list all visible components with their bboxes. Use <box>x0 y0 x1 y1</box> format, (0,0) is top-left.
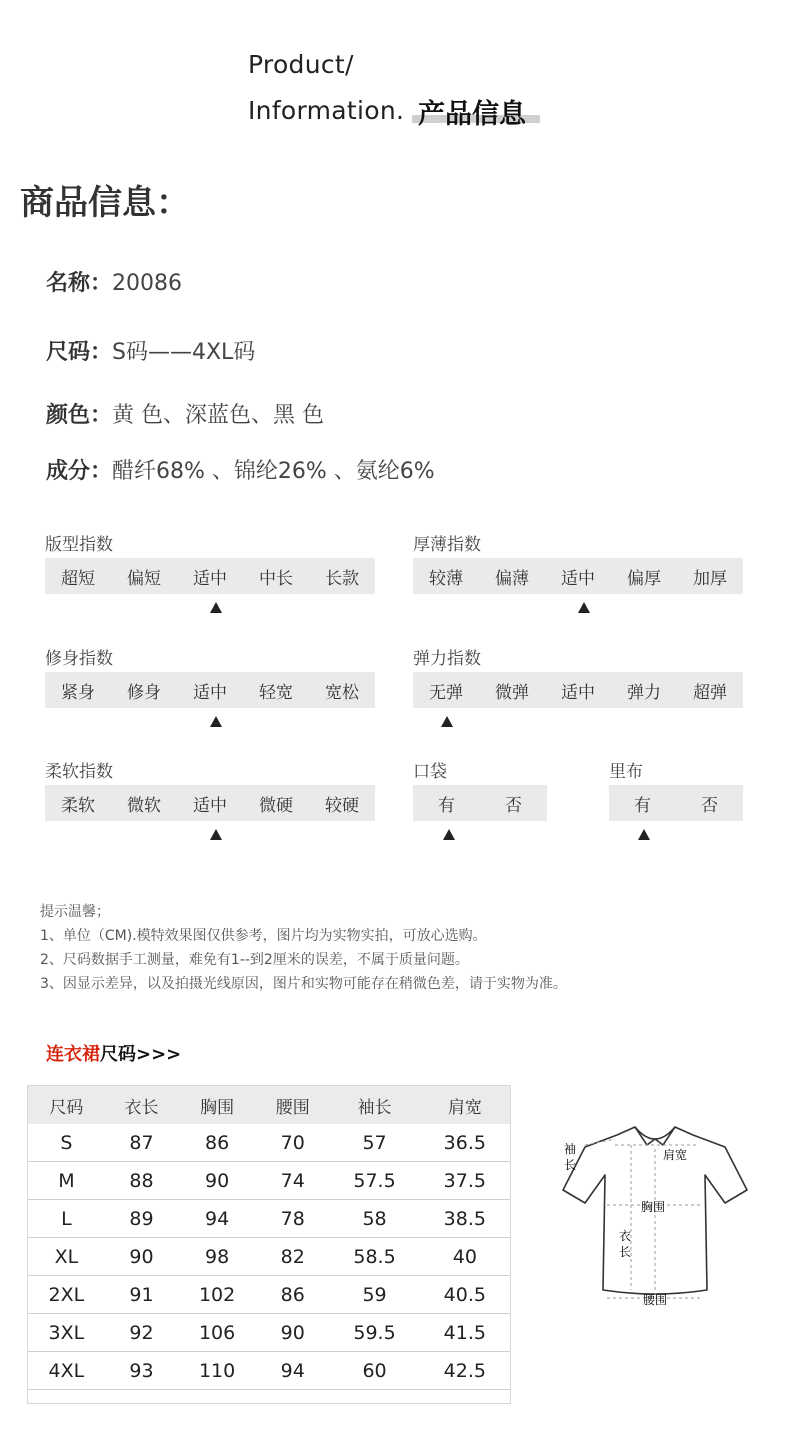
table-cell: 57.5 <box>329 1162 419 1200</box>
size-table-header: 尺码 <box>28 1086 105 1124</box>
table-cell: 2XL <box>28 1276 105 1314</box>
elastic-selected-marker-icon <box>441 716 453 727</box>
lining-label: 里布 <box>609 762 643 782</box>
table-cell: 89 <box>105 1200 178 1238</box>
fit-index-bar <box>45 558 375 594</box>
soft-option: 适中 <box>193 795 227 816</box>
size-chart-title-red: 连衣裙 <box>46 1044 100 1065</box>
table-cell: 91 <box>105 1276 178 1314</box>
tips-line: 1、单位（CM).模特效果图仅供参考，图片均为实物实拍，可放心选购。 <box>40 928 487 944</box>
table-cell: 59 <box>329 1276 419 1314</box>
table-row <box>28 1200 510 1238</box>
thickness-option: 适中 <box>561 568 595 589</box>
slim-index-bar <box>45 672 375 708</box>
table-cell: 94 <box>178 1200 256 1238</box>
info-value: 黄 色、深蓝色、黑 色 <box>112 403 325 428</box>
slim-option: 轻宽 <box>259 682 293 703</box>
table-cell: 40.5 <box>420 1276 510 1314</box>
info-color-row <box>46 398 324 429</box>
elastic-option: 超弹 <box>693 682 727 703</box>
waist-label: 腰围 <box>643 1293 668 1307</box>
table-row <box>28 1352 510 1390</box>
slim-option: 紧身 <box>61 682 95 703</box>
table-cell: 93 <box>105 1352 178 1390</box>
thickness-index-bar <box>413 558 743 594</box>
length-label-bottom: 长 <box>619 1245 632 1259</box>
table-cell: 86 <box>178 1124 256 1162</box>
sleeve-label-bottom: 长 <box>564 1158 577 1172</box>
slim-option: 适中 <box>193 682 227 703</box>
table-cell: 86 <box>256 1276 329 1314</box>
info-value: 醋纤68% 、锦纶26% 、氨纶6% <box>112 459 435 484</box>
info-material-row <box>46 454 435 485</box>
lining-bar <box>609 785 743 821</box>
slim-selected-marker-icon <box>210 716 222 727</box>
table-cell: 90 <box>105 1238 178 1276</box>
table-cell: 110 <box>178 1352 256 1390</box>
soft-index-bar <box>45 785 375 821</box>
table-cell: 4XL <box>28 1352 105 1390</box>
pocket-bar <box>413 785 547 821</box>
pocket-option: 有 <box>438 795 455 816</box>
table-row <box>28 1314 510 1352</box>
info-name-row <box>46 266 182 297</box>
elastic-option: 微弹 <box>495 682 529 703</box>
fit-option: 偏短 <box>127 568 161 589</box>
lining-selected-marker-icon <box>638 829 650 840</box>
table-cell: 59.5 <box>329 1314 419 1352</box>
tips-block <box>40 900 567 996</box>
table-cell: 42.5 <box>420 1352 510 1390</box>
soft-index-label: 柔软指数 <box>45 762 113 782</box>
table-cell: 58 <box>329 1200 419 1238</box>
fit-option: 长款 <box>325 568 359 589</box>
fit-selected-marker-icon <box>210 602 222 613</box>
table-cell: 36.5 <box>420 1124 510 1162</box>
header-cn-title: 产品信息 <box>418 99 526 130</box>
fit-index-label: 版型指数 <box>45 535 113 555</box>
table-cell: 37.5 <box>420 1162 510 1200</box>
table-cell: 88 <box>105 1162 178 1200</box>
shirt-collar-icon <box>635 1127 675 1145</box>
tips-title: 提示温馨； <box>40 904 110 920</box>
info-size-row <box>46 335 255 366</box>
shirt-measurement-diagram <box>555 1115 755 1315</box>
slim-index-label: 修身指数 <box>45 649 113 669</box>
table-row <box>28 1162 510 1200</box>
chest-label: 胸围 <box>641 1200 666 1214</box>
info-value: 20086 <box>112 271 183 296</box>
table-row <box>28 1238 510 1276</box>
thickness-option: 偏厚 <box>627 568 661 589</box>
size-table-header-row <box>28 1086 510 1124</box>
shoulder-label: 肩宽 <box>663 1148 688 1162</box>
info-key: 名称： <box>46 271 113 296</box>
elastic-index-bar <box>413 672 743 708</box>
soft-selected-marker-icon <box>210 829 222 840</box>
table-cell: M <box>28 1162 105 1200</box>
size-table-header: 袖长 <box>329 1086 419 1124</box>
table-cell: 57 <box>329 1124 419 1162</box>
info-key: 成分： <box>46 459 113 484</box>
soft-option: 微软 <box>127 795 161 816</box>
table-cell: 82 <box>256 1238 329 1276</box>
table-cell: L <box>28 1200 105 1238</box>
tips-line: 3、因显示差异，以及拍摄光线原因，图片和实物可能存在稍微色差，请于实物为准。 <box>40 976 567 992</box>
thickness-option: 较薄 <box>429 568 463 589</box>
pocket-selected-marker-icon <box>443 829 455 840</box>
slim-option: 宽松 <box>325 682 359 703</box>
elastic-option: 无弹 <box>429 682 463 703</box>
table-cell: 40 <box>420 1238 510 1276</box>
lining-option: 否 <box>701 795 718 816</box>
table-cell: 87 <box>105 1124 178 1162</box>
size-table-container <box>27 1085 511 1404</box>
table-cell: 70 <box>256 1124 329 1162</box>
header-line1: Product/ <box>248 50 354 79</box>
tips-line: 2、尺码数据手工测量，难免有1--到2厘米的误差，不属于质量问题。 <box>40 952 469 968</box>
soft-option: 微硬 <box>259 795 293 816</box>
info-key: 颜色： <box>46 403 113 428</box>
slim-option: 修身 <box>127 682 161 703</box>
pocket-label: 口袋 <box>413 762 447 782</box>
thickness-option: 偏薄 <box>495 568 529 589</box>
fit-option: 中长 <box>259 568 293 589</box>
table-cell: 38.5 <box>420 1200 510 1238</box>
sleeve-label-top: 袖 <box>564 1142 577 1156</box>
table-cell: 74 <box>256 1162 329 1200</box>
table-row <box>28 1276 510 1314</box>
fit-option: 超短 <box>61 568 95 589</box>
pocket-option: 否 <box>505 795 522 816</box>
length-label-top: 衣 <box>619 1229 632 1243</box>
table-cell: 90 <box>178 1162 256 1200</box>
table-cell: 90 <box>256 1314 329 1352</box>
size-table-header: 胸围 <box>178 1086 256 1124</box>
info-value: S码——4XL码 <box>112 340 256 365</box>
fit-option: 适中 <box>193 568 227 589</box>
table-cell: 92 <box>105 1314 178 1352</box>
size-table-header: 衣长 <box>105 1086 178 1124</box>
table-cell: 3XL <box>28 1314 105 1352</box>
table-cell: 94 <box>256 1352 329 1390</box>
size-chart-title <box>46 1040 181 1066</box>
elastic-option: 适中 <box>561 682 595 703</box>
table-cell: 41.5 <box>420 1314 510 1352</box>
header-line2: Information. <box>248 96 405 125</box>
soft-option: 较硬 <box>325 795 359 816</box>
table-cell: 98 <box>178 1238 256 1276</box>
thickness-index-label: 厚薄指数 <box>413 535 481 555</box>
size-table-header: 腰围 <box>256 1086 329 1124</box>
thickness-option: 加厚 <box>693 568 727 589</box>
table-cell: 60 <box>329 1352 419 1390</box>
info-key: 尺码： <box>46 340 113 365</box>
table-cell: 102 <box>178 1276 256 1314</box>
lining-option: 有 <box>634 795 651 816</box>
size-table <box>28 1086 510 1390</box>
table-cell: 106 <box>178 1314 256 1352</box>
size-table-header: 肩宽 <box>420 1086 510 1124</box>
thickness-selected-marker-icon <box>578 602 590 613</box>
table-cell: 58.5 <box>329 1238 419 1276</box>
table-cell: XL <box>28 1238 105 1276</box>
table-row <box>28 1124 510 1162</box>
table-cell: 78 <box>256 1200 329 1238</box>
table-cell: S <box>28 1124 105 1162</box>
elastic-index-label: 弹力指数 <box>413 649 481 669</box>
elastic-option: 弹力 <box>627 682 661 703</box>
section-title: 商品信息： <box>20 183 190 223</box>
soft-option: 柔软 <box>61 795 95 816</box>
size-chart-title-rest: 尺码>>> <box>100 1044 182 1065</box>
